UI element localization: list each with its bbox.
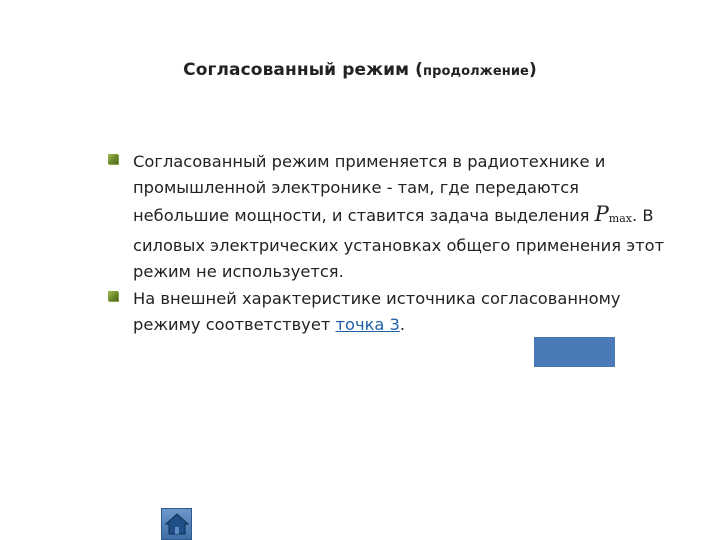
- bullet-item-1: [108, 149, 668, 285]
- slide-title: [0, 60, 720, 80]
- square-bullet-icon: [108, 291, 118, 301]
- title-subtitle: продолжение: [423, 64, 529, 79]
- formula-pmax: [595, 202, 632, 226]
- home-icon: [165, 513, 189, 535]
- bullet-2-text-after: .: [399, 315, 406, 335]
- bullet-2-text-before: На внешней характеристике источника согласованному режиму соответствует: [133, 289, 621, 335]
- formula-subscript: max: [608, 212, 632, 226]
- home-button[interactable]: [161, 508, 192, 540]
- title-main: Согласованный режим (: [183, 60, 424, 80]
- formula-symbol: P: [594, 202, 609, 227]
- square-bullet-icon: [108, 154, 118, 164]
- bullet-1-text-before: Согласованный режим применяется в радиотехнике и промышленной электронике - там, где передаются небольшие мощности, и ставится задача выделения: [133, 152, 606, 226]
- title-close: ): [528, 60, 537, 80]
- bullet-1-text-after: . В силовых электрических установках общего применения этот режим не используется.: [133, 206, 665, 281]
- bullet-list: [108, 149, 668, 339]
- bullet-item-2: [108, 286, 668, 338]
- point-3-link[interactable]: точка 3: [335, 315, 400, 335]
- action-button[interactable]: [534, 337, 615, 367]
